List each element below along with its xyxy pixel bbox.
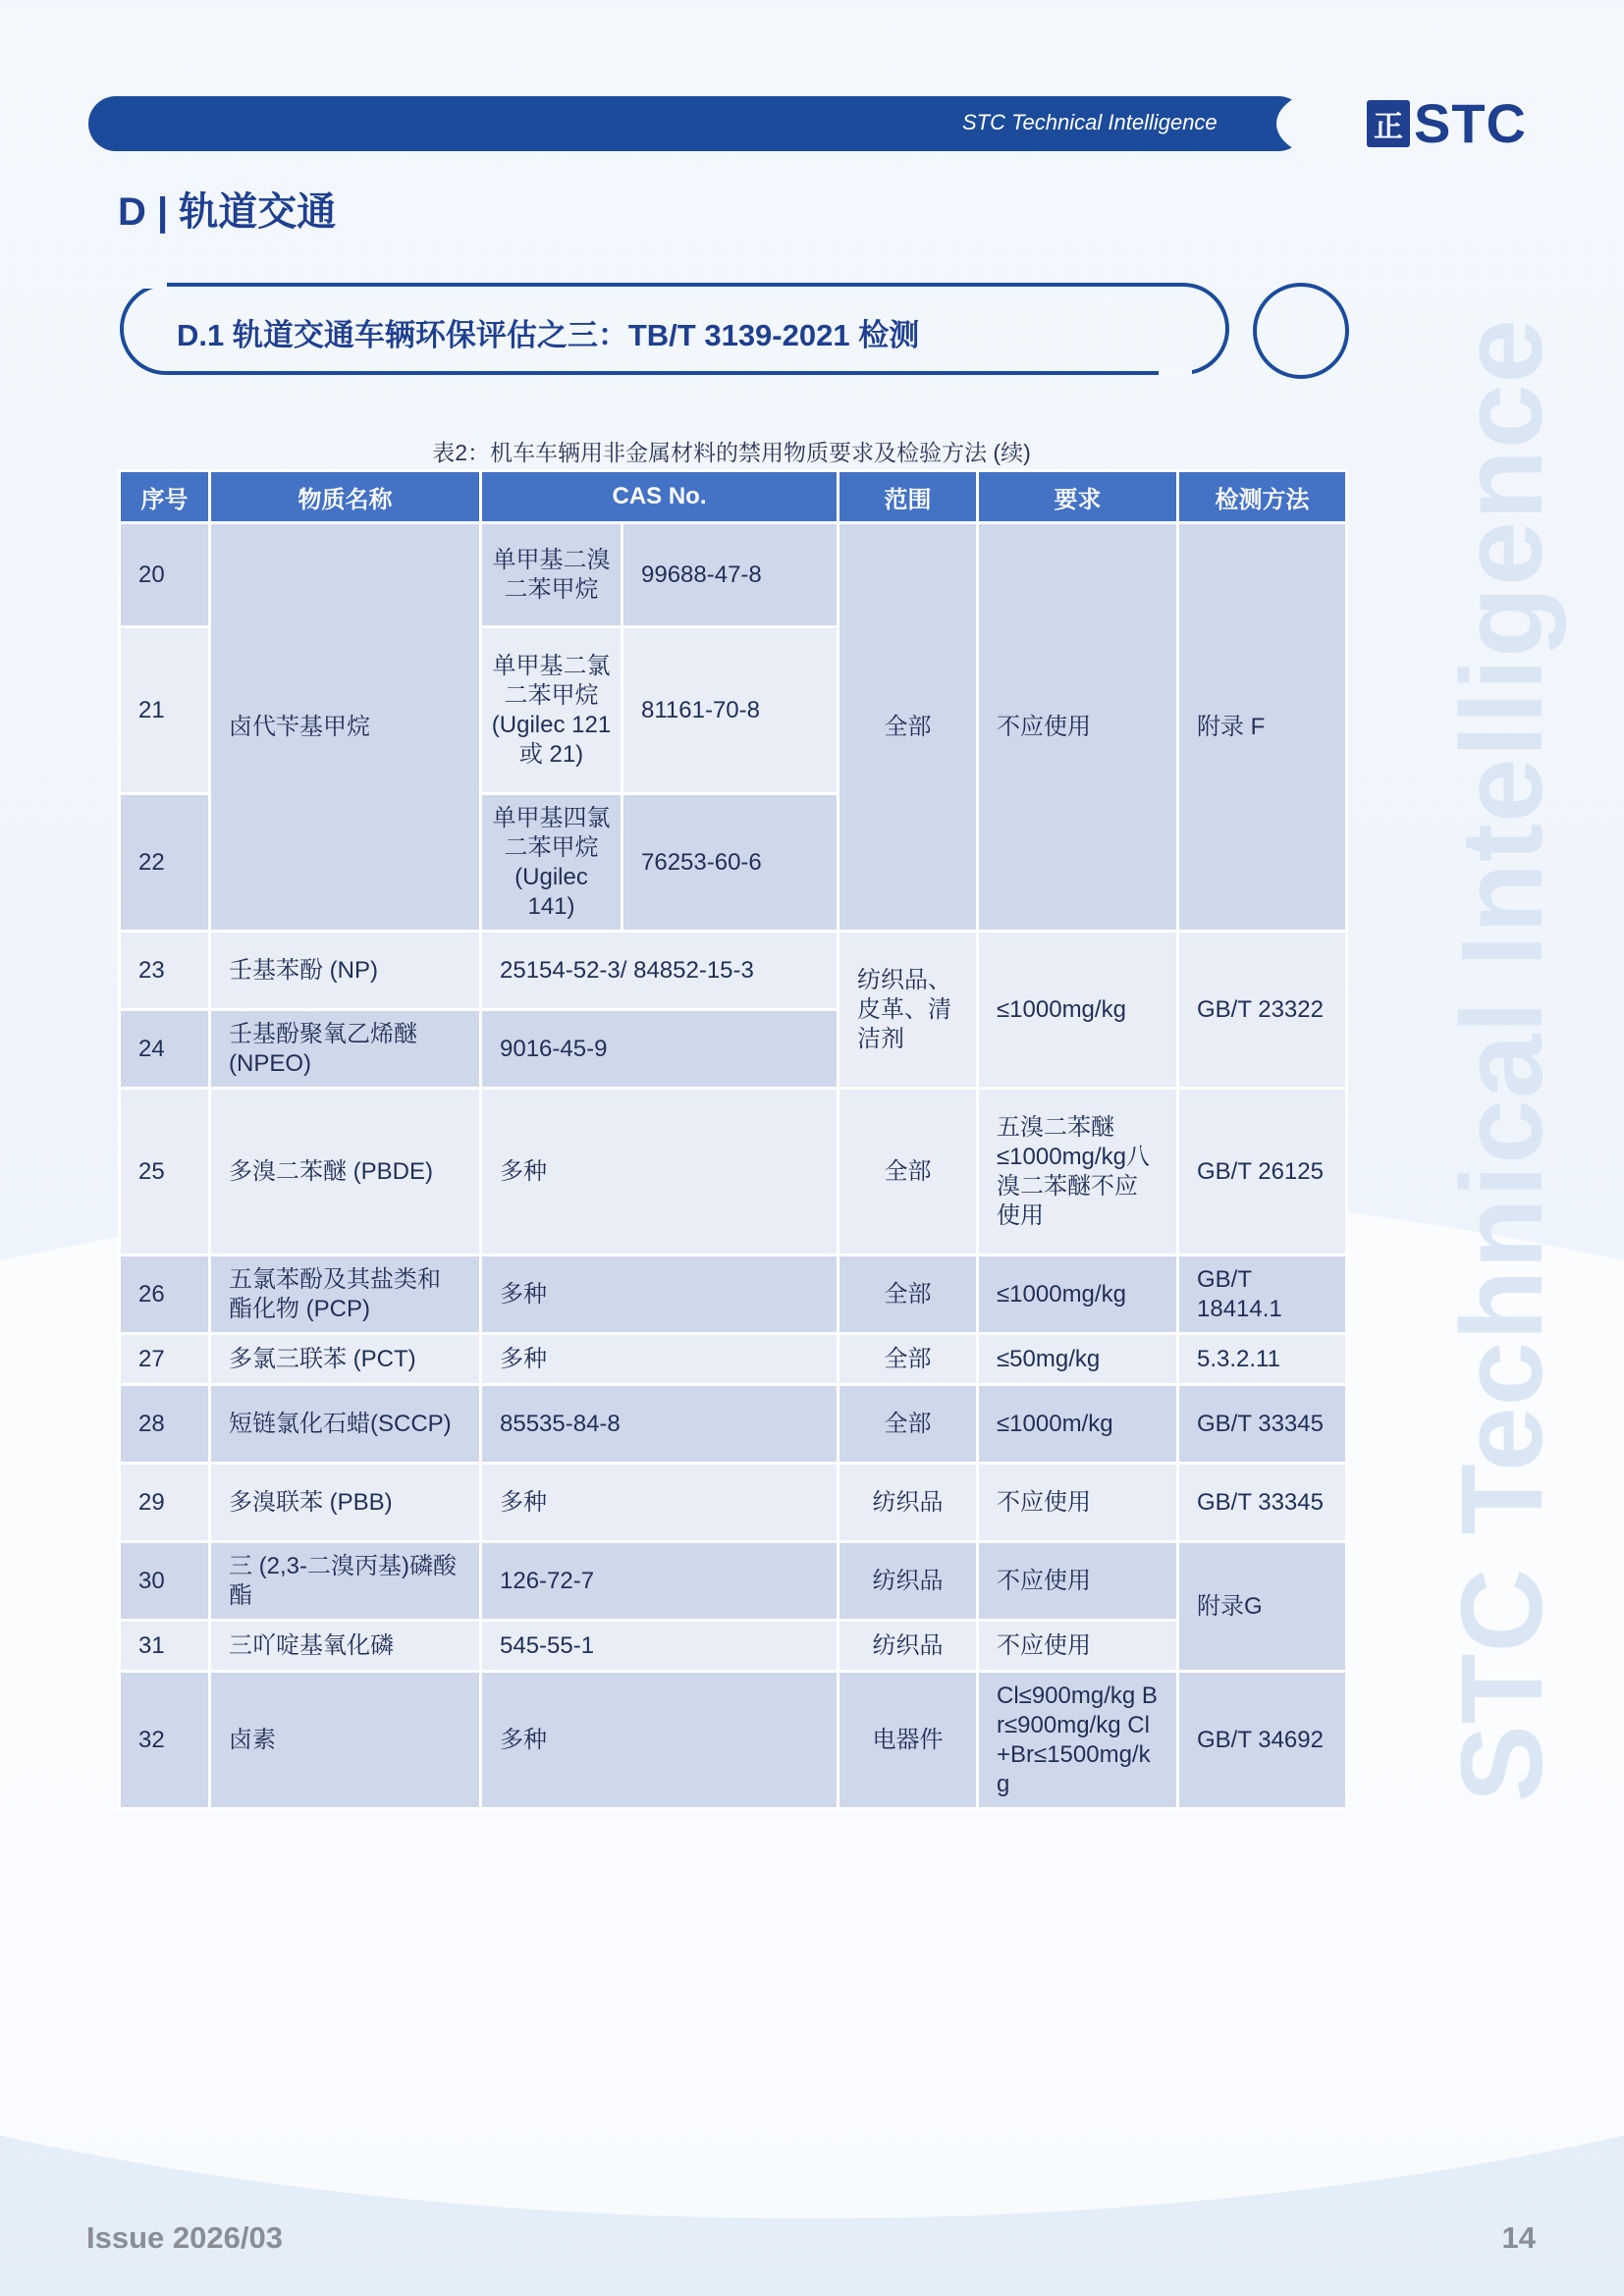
cell-no: 24 — [120, 1010, 210, 1089]
cell-no: 30 — [120, 1542, 210, 1621]
cell-cas: 9016-45-9 — [481, 1010, 839, 1089]
table-row — [120, 932, 1347, 1010]
cell-name: 三吖啶基氧化磷 — [210, 1621, 481, 1672]
cell-sub-name: 单甲基二氯二苯甲烷(Ugilec 121 或 21) — [481, 627, 623, 794]
cell-no: 27 — [120, 1334, 210, 1385]
cell-requirement: ≤1000m/kg — [978, 1385, 1178, 1464]
page-number: 14 — [1501, 2220, 1536, 2255]
restricted-substances-table — [118, 469, 1348, 1810]
cell-requirement: ≤1000mg/kg — [978, 932, 1178, 1089]
cell-scope: 全部 — [839, 1334, 978, 1385]
table-row — [120, 1385, 1347, 1464]
cell-cas: 99688-47-8 — [623, 523, 839, 627]
header-tagline: STC Technical Intelligence — [962, 110, 1218, 134]
cell-name: 多溴二苯醚 (PBDE) — [210, 1089, 481, 1255]
issue-label: Issue 2026/03 — [86, 2220, 283, 2255]
logo-text: STC — [1414, 92, 1527, 154]
cell-name: 壬基苯酚 (NP) — [210, 932, 481, 1010]
cell-cas: 多种 — [481, 1334, 839, 1385]
cell-requirement: 不应使用 — [978, 523, 1178, 932]
cell-cas: 76253-60-6 — [623, 794, 839, 932]
cell-requirement: ≤1000mg/kg — [978, 1255, 1178, 1334]
logo-mark-icon: 正 — [1367, 100, 1410, 147]
cell-no: 31 — [120, 1621, 210, 1672]
cell-requirement: ≤50mg/kg — [978, 1334, 1178, 1385]
cell-no: 29 — [120, 1464, 210, 1542]
cell-cas: 85535-84-8 — [481, 1385, 839, 1464]
frame-gap — [1159, 369, 1192, 379]
cell-requirement: 不应使用 — [978, 1621, 1178, 1672]
table-row — [120, 1542, 1347, 1621]
table-caption: 表2：机车车辆用非金属材料的禁用物质要求及检验方法 (续) — [432, 440, 1031, 465]
section-title: D | 轨道交通 — [118, 190, 337, 234]
frame-gap — [137, 279, 167, 289]
cell-no: 22 — [120, 794, 210, 932]
header-requirement: 要求 — [978, 471, 1178, 523]
cell-name: 三 (2,3-二溴丙基)磷酸酯 — [210, 1542, 481, 1621]
cell-name: 短链氯化石蜡(SCCP) — [210, 1385, 481, 1464]
cell-cas: 81161-70-8 — [623, 627, 839, 794]
cell-scope: 全部 — [839, 1385, 978, 1464]
table-row — [120, 1672, 1347, 1809]
cell-name: 多溴联苯 (PBB) — [210, 1464, 481, 1542]
cell-no: 26 — [120, 1255, 210, 1334]
cell-scope: 全部 — [839, 523, 978, 932]
stc-logo — [1367, 92, 1527, 154]
cell-cas: 545-55-1 — [481, 1621, 839, 1672]
cell-scope: 纺织品 — [839, 1621, 978, 1672]
cell-cas: 25154-52-3/ 84852-15-3 — [481, 932, 839, 1010]
cell-method: GB/T 33345 — [1178, 1464, 1347, 1542]
cell-name: 五氯苯酚及其盐类和酯化物 (PCP) — [210, 1255, 481, 1334]
cell-cas: 多种 — [481, 1089, 839, 1255]
header-cas: CAS No. — [481, 471, 839, 523]
table-row — [120, 1621, 1347, 1672]
header-substance: 物质名称 — [210, 471, 481, 523]
cell-method: 附录 F — [1178, 523, 1347, 932]
cell-cas: 多种 — [481, 1464, 839, 1542]
cell-method: 5.3.2.11 — [1178, 1334, 1347, 1385]
table-row — [120, 1334, 1347, 1385]
cell-sub-name: 单甲基四氯二苯甲烷(Ugilec 141) — [481, 794, 623, 932]
cell-method: 附录G — [1178, 1542, 1347, 1672]
cell-name: 卤素 — [210, 1672, 481, 1809]
cell-cas: 多种 — [481, 1672, 839, 1809]
cell-name: 壬基酚聚氧乙烯醚 (NPEO) — [210, 1010, 481, 1089]
header-method: 检测方法 — [1178, 471, 1347, 523]
cell-cas: 126-72-7 — [481, 1542, 839, 1621]
cell-requirement: 不应使用 — [978, 1464, 1178, 1542]
cell-name: 卤代苄基甲烷 — [210, 523, 481, 932]
cell-method: GB/T 34692 — [1178, 1672, 1347, 1809]
decorative-circle-icon — [1253, 283, 1349, 379]
cell-scope: 纺织品 — [839, 1542, 978, 1621]
cell-method: GB/T 33345 — [1178, 1385, 1347, 1464]
cell-requirement: 五溴二苯醚≤1000mg/kg八溴二苯醚不应使用 — [978, 1089, 1178, 1255]
cell-no: 21 — [120, 627, 210, 794]
cell-no: 32 — [120, 1672, 210, 1809]
cell-scope: 电器件 — [839, 1672, 978, 1809]
cell-no: 25 — [120, 1089, 210, 1255]
cell-no: 23 — [120, 932, 210, 1010]
table-row — [120, 1464, 1347, 1542]
cell-scope: 全部 — [839, 1089, 978, 1255]
watermark-text: STC Technical Intelligence — [1437, 317, 1567, 1803]
cell-cas: 多种 — [481, 1255, 839, 1334]
table-header-row — [120, 471, 1347, 523]
cell-no: 28 — [120, 1385, 210, 1464]
cell-scope: 全部 — [839, 1255, 978, 1334]
cell-requirement: Cl≤900mg/kg Br≤900mg/kg Cl+Br≤1500mg/kg — [978, 1672, 1178, 1809]
table-row — [120, 1089, 1347, 1255]
cell-method: GB/T 26125 — [1178, 1089, 1347, 1255]
cell-sub-name: 单甲基二溴二苯甲烷 — [481, 523, 623, 627]
cell-no: 20 — [120, 523, 210, 627]
table-row — [120, 523, 1347, 627]
cell-name: 多氯三联苯 (PCT) — [210, 1334, 481, 1385]
header-no: 序号 — [120, 471, 210, 523]
cell-requirement: 不应使用 — [978, 1542, 1178, 1621]
cell-scope: 纺织品、皮革、清洁剂 — [839, 932, 978, 1089]
subsection-title: D.1 轨道交通车辆环保评估之三：TB/T 3139-2021 检测 — [177, 318, 920, 352]
cell-scope: 纺织品 — [839, 1464, 978, 1542]
cell-method: GB/T 23322 — [1178, 932, 1347, 1089]
header-scope: 范围 — [839, 471, 978, 523]
cell-method: GB/T 18414.1 — [1178, 1255, 1347, 1334]
table-row — [120, 1255, 1347, 1334]
